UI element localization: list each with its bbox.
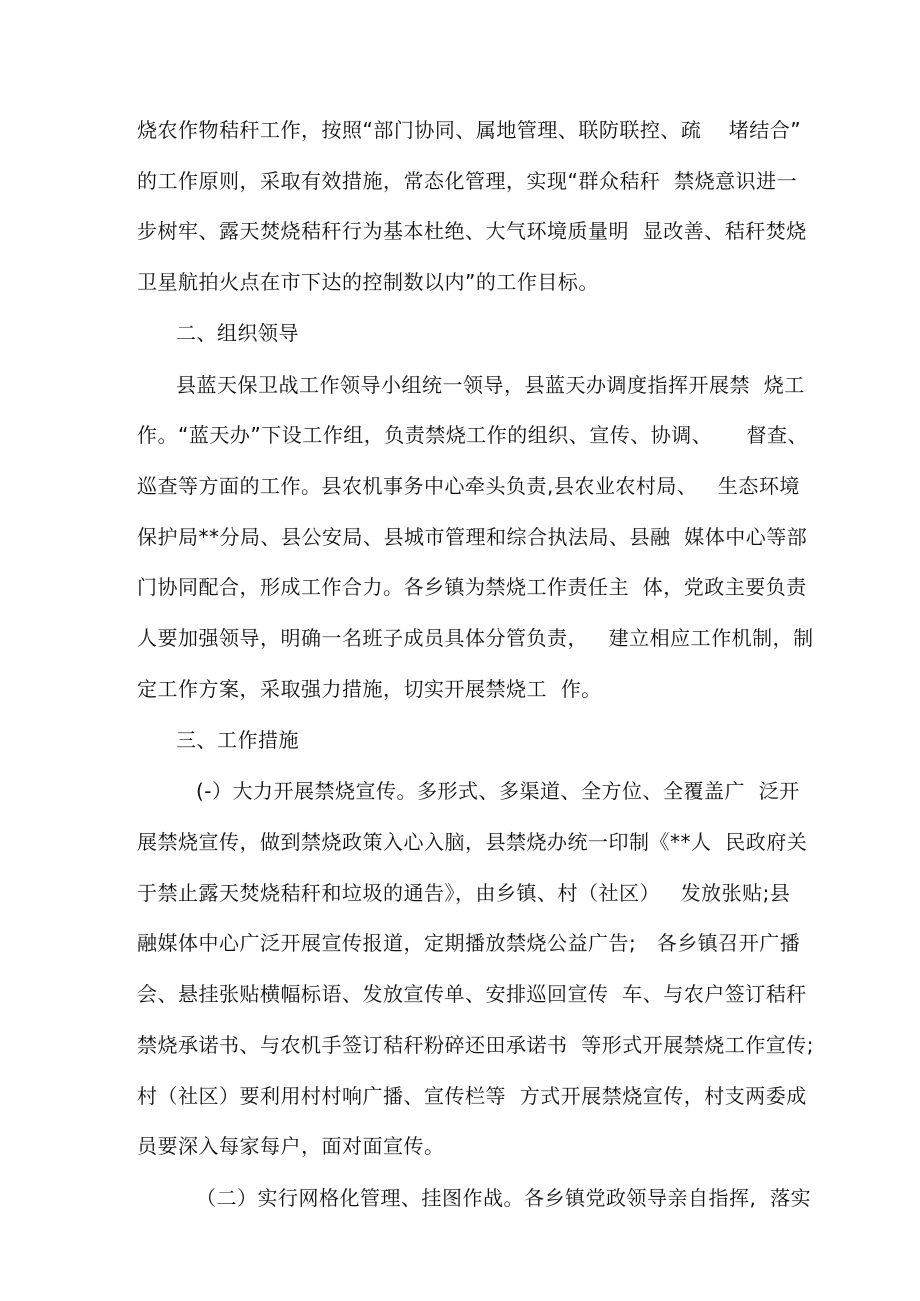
text-line: (-）大力开展禁烧宣传。多形式、多渠道、全方位、全覆盖广 泛开 <box>196 779 800 803</box>
text-line: 村（社区）要利用村村响广播、宣传栏等 方式开展禁烧宣传，村支两委成 <box>137 1084 807 1108</box>
text-line: 定工作方案，采取强力措施，切实开展禁烧工 作。 <box>137 677 602 701</box>
text-line: （二）实行网格化管理、挂图作战。各乡镇党政领导亲自指挥, 落实 <box>196 1186 812 1210</box>
text-line: 员要深入每家每户，面对面宣传。 <box>137 1134 445 1158</box>
text-line: 融媒体中心广泛开展宣传报道，定期播放禁烧公益广告; 各乡镇召开广播 <box>137 931 801 955</box>
text-line: 巡查等方面的工作。县农机事务中心牵头负责,县农业农村局、 生态环境 <box>137 474 800 498</box>
text-line: 烧农作物秸秆工作，按照“部门协同、属地管理、联防联控、疏 堵结合” <box>137 118 802 142</box>
text-line: 会、悬挂张贴横幅标语、发放宣传单、安排巡回宣传 车、与农户签订秸秆 <box>137 982 807 1006</box>
text-line: 人要加强领导，明确一名班子成员具体分管负责， 建立相应工作机制，制 <box>137 626 814 650</box>
text-line: 的工作原则，采取有效措施，常态化管理，实现“群众秸秆 禁烧意识进一 <box>137 169 798 193</box>
text-line: 展禁烧宣传，做到禁烧政策入心入脑，县禁烧办统一印制《**人 民政府关 <box>137 830 808 854</box>
text-line: 门协同配合，形成工作合力。各乡镇为禁烧工作责任主 体，党政主要负责 <box>137 575 807 599</box>
text-line: 卫星航拍火点在市下达的控制数以内”的工作目标。 <box>137 270 599 294</box>
text-line: 县蓝天保卫战工作领导小组统一领导，县蓝天办调度指挥开展禁 烧工 <box>176 373 805 397</box>
section-heading: 二、组织领导 <box>176 321 299 345</box>
text-line: 作。“蓝天办”下设工作组，负责禁烧工作的组织、宣传、协调、 督查、 <box>137 423 809 447</box>
text-line: 保护局**分局、县公安局、县城市管理和综合执法局、县融 媒体中心等部 <box>137 525 808 549</box>
text-line: 禁烧承诺书、与农机手签订秸秆粉碎还田承诺书 等形式开展禁烧工作宣传; <box>137 1033 814 1057</box>
section-heading: 三、工作措施 <box>176 728 299 752</box>
text-line: 于禁止露天焚烧秸秆和垃圾的通告》，由乡镇、村（社区） 发放张贴;县 <box>137 881 791 905</box>
text-line: 步树牢、露天焚烧秸秆行为基本杜绝、大气环境质量明 显改善、秸秆焚烧 <box>137 219 807 243</box>
